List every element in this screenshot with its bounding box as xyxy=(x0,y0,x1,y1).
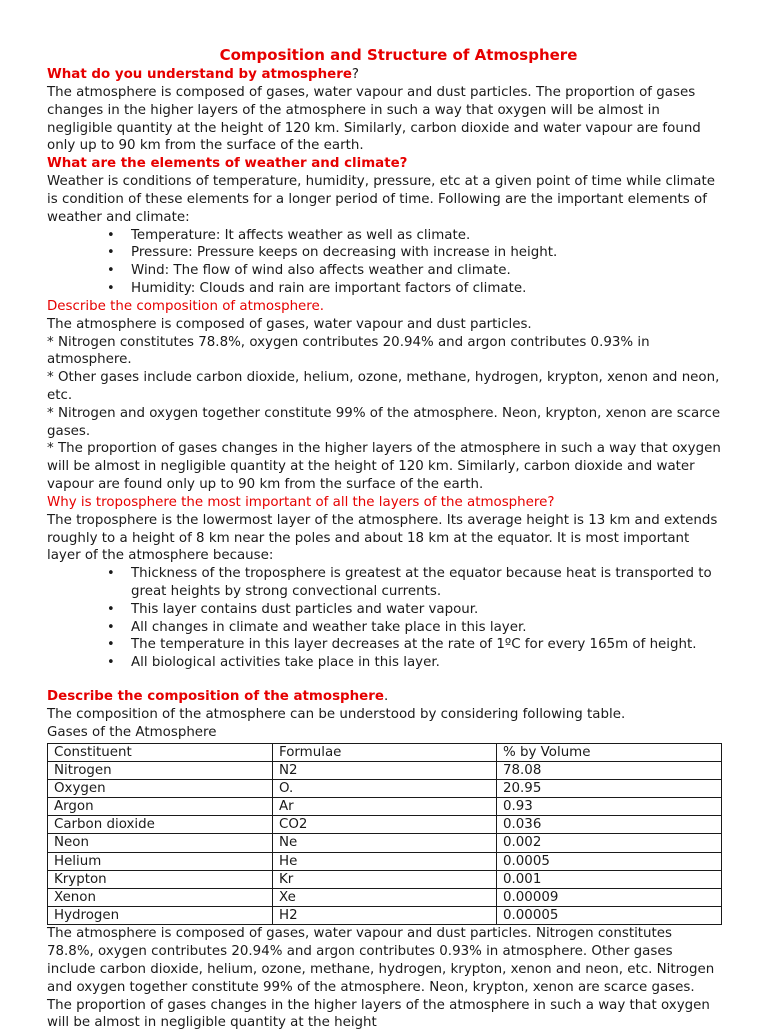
table-cell: Argon xyxy=(48,798,273,816)
table-header-row xyxy=(48,743,722,761)
table-cell: He xyxy=(273,852,497,870)
table-caption: Gases of the Atmosphere xyxy=(47,724,217,740)
table-cell: 0.036 xyxy=(497,816,722,834)
table-cell: 0.00009 xyxy=(497,889,722,907)
table-cell: N2 xyxy=(273,761,497,779)
table-row xyxy=(48,761,722,779)
list-item: • Temperature: It affects weather as well as climate. xyxy=(131,227,722,245)
composition-line: * The proportion of gases changes in the higher layers of the atmosphere in such a way that oxygen will be almost in negligible quantity at the height of 120 km. Similarly, carbon dioxide and water vapour are found only up to 90 km from the surface of the earth. xyxy=(47,441,721,492)
table-row xyxy=(48,870,722,888)
table-cell: O. xyxy=(273,779,497,797)
composition-line: The atmosphere is composed of gases, water vapour and dust particles. xyxy=(47,316,532,332)
table-cell: Helium xyxy=(48,852,273,870)
table-cell: Xenon xyxy=(48,889,273,907)
question-weather-elements: What are the elements of weather and climate? xyxy=(47,156,408,172)
table-cell: 0.0005 xyxy=(497,852,722,870)
table-cell: Carbon dioxide xyxy=(48,816,273,834)
table-row xyxy=(48,798,722,816)
list-item: • Humidity: Clouds and rain are important factors of climate. xyxy=(131,280,722,298)
list-item: • All biological activities take place in this layer. xyxy=(131,654,722,672)
table-cell: 0.001 xyxy=(497,870,722,888)
table-cell: Krypton xyxy=(48,870,273,888)
table-intro: The composition of the atmosphere can be understood by considering following table. xyxy=(47,706,626,722)
table-cell: 78.08 xyxy=(497,761,722,779)
table-cell: Ne xyxy=(273,834,497,852)
question-composition-table: Describe the composition of the atmosphere. xyxy=(47,688,389,704)
gases-table xyxy=(47,743,722,926)
troposphere-intro: The troposphere is the lowermost layer of the atmosphere. Its average height is 13 km and extends roughly to a height of 8 km near the poles and about 18 km at the equator. It is most important layer of the atmosphere because: xyxy=(47,512,718,564)
answer-atmosphere: The atmosphere is composed of gases, water vapour and dust particles. The proportion of gases changes in the higher layers of the atmosphere in such a way that oxygen will be almost in negligible quantity at the height of 120 km. Similarly, carbon dioxide and water vapour are found only up to 90 km from the surface of the earth. xyxy=(47,85,701,154)
table-cell: Neon xyxy=(48,834,273,852)
table-cell: Ar xyxy=(273,798,497,816)
list-item: • All changes in climate and weather take place in this layer. xyxy=(131,619,722,637)
table-header-cell: Constituent xyxy=(48,743,273,761)
question-troposphere: Why is troposphere the most important of all the layers of the atmosphere? xyxy=(47,494,555,510)
table-cell: 0.002 xyxy=(497,834,722,852)
composition-line: * Nitrogen and oxygen together constitute 99% of the atmosphere. Neon, krypton, xenon are scarce gases. xyxy=(47,405,721,439)
question-atmosphere: What do you understand by atmosphere? xyxy=(47,67,360,82)
list-item: • Thickness of the troposphere is greatest at the equator because heat is transported to great heights by strong convectional currents. xyxy=(131,565,722,601)
weather-intro: Weather is conditions of temperature, humidity, pressure, etc at a given point of time while climate is condition of these elements for a longer period of time. Following are the important elements of weather and climate: xyxy=(47,174,715,225)
table-row xyxy=(48,907,722,925)
table-header-cell: % by Volume xyxy=(497,743,722,761)
list-item: • This layer contains dust particles and water vapour. xyxy=(131,601,722,619)
question-composition: Describe the composition of atmosphere. xyxy=(47,298,324,314)
table-cell: CO2 xyxy=(273,816,497,834)
composition-line: * Nitrogen constitutes 78.8%, oxygen contributes 20.94% and argon contributes 0.93% in atmosphere. xyxy=(47,334,650,368)
table-row xyxy=(48,779,722,797)
table-cell: Oxygen xyxy=(48,779,273,797)
table-row xyxy=(48,834,722,852)
list-item: • The temperature in this layer decreases at the rate of 1ºC for every 165m of height. xyxy=(131,636,722,654)
table-cell: Nitrogen xyxy=(48,761,273,779)
list-item: • Pressure: Pressure keeps on decreasing with increase in height. xyxy=(131,244,722,262)
table-cell: Xe xyxy=(273,889,497,907)
table-cell: 20.95 xyxy=(497,779,722,797)
closing-paragraph: The atmosphere is composed of gases, water vapour and dust particles. Nitrogen constitutes 78.8%, oxygen contributes 20.94% and argon contributes 0.93% in atmosphere. Other gases include carbon dioxide, helium, ozone, methane, hydrogen, krypton, xenon and neon, etc. Nitrogen and oxygen together constitute 99% of the atmosphere. Neon, krypton, xenon are scarce gases. The proportion of gases changes in the higher layers of the atmosphere in such a way that oxygen will be almost in negligible quantity at the height xyxy=(47,926,715,1031)
table-cell: H2 xyxy=(273,907,497,925)
table-cell: Hydrogen xyxy=(48,907,273,925)
page-title: Composition and Structure of Atmosphere xyxy=(219,46,578,64)
table-row xyxy=(48,816,722,834)
table-cell: Kr xyxy=(273,870,497,888)
troposphere-reasons-list xyxy=(47,565,722,672)
table-cell: 0.00005 xyxy=(497,907,722,925)
weather-elements-list xyxy=(47,227,722,298)
table-row xyxy=(48,852,722,870)
table-header-cell: Formulae xyxy=(273,743,497,761)
composition-line: * Other gases include carbon dioxide, helium, ozone, methane, hydrogen, krypton, xenon and neon, etc. xyxy=(47,370,720,403)
list-item: • Wind: The flow of wind also affects weather and climate. xyxy=(131,262,722,280)
table-cell: 0.93 xyxy=(497,798,722,816)
table-row xyxy=(48,889,722,907)
